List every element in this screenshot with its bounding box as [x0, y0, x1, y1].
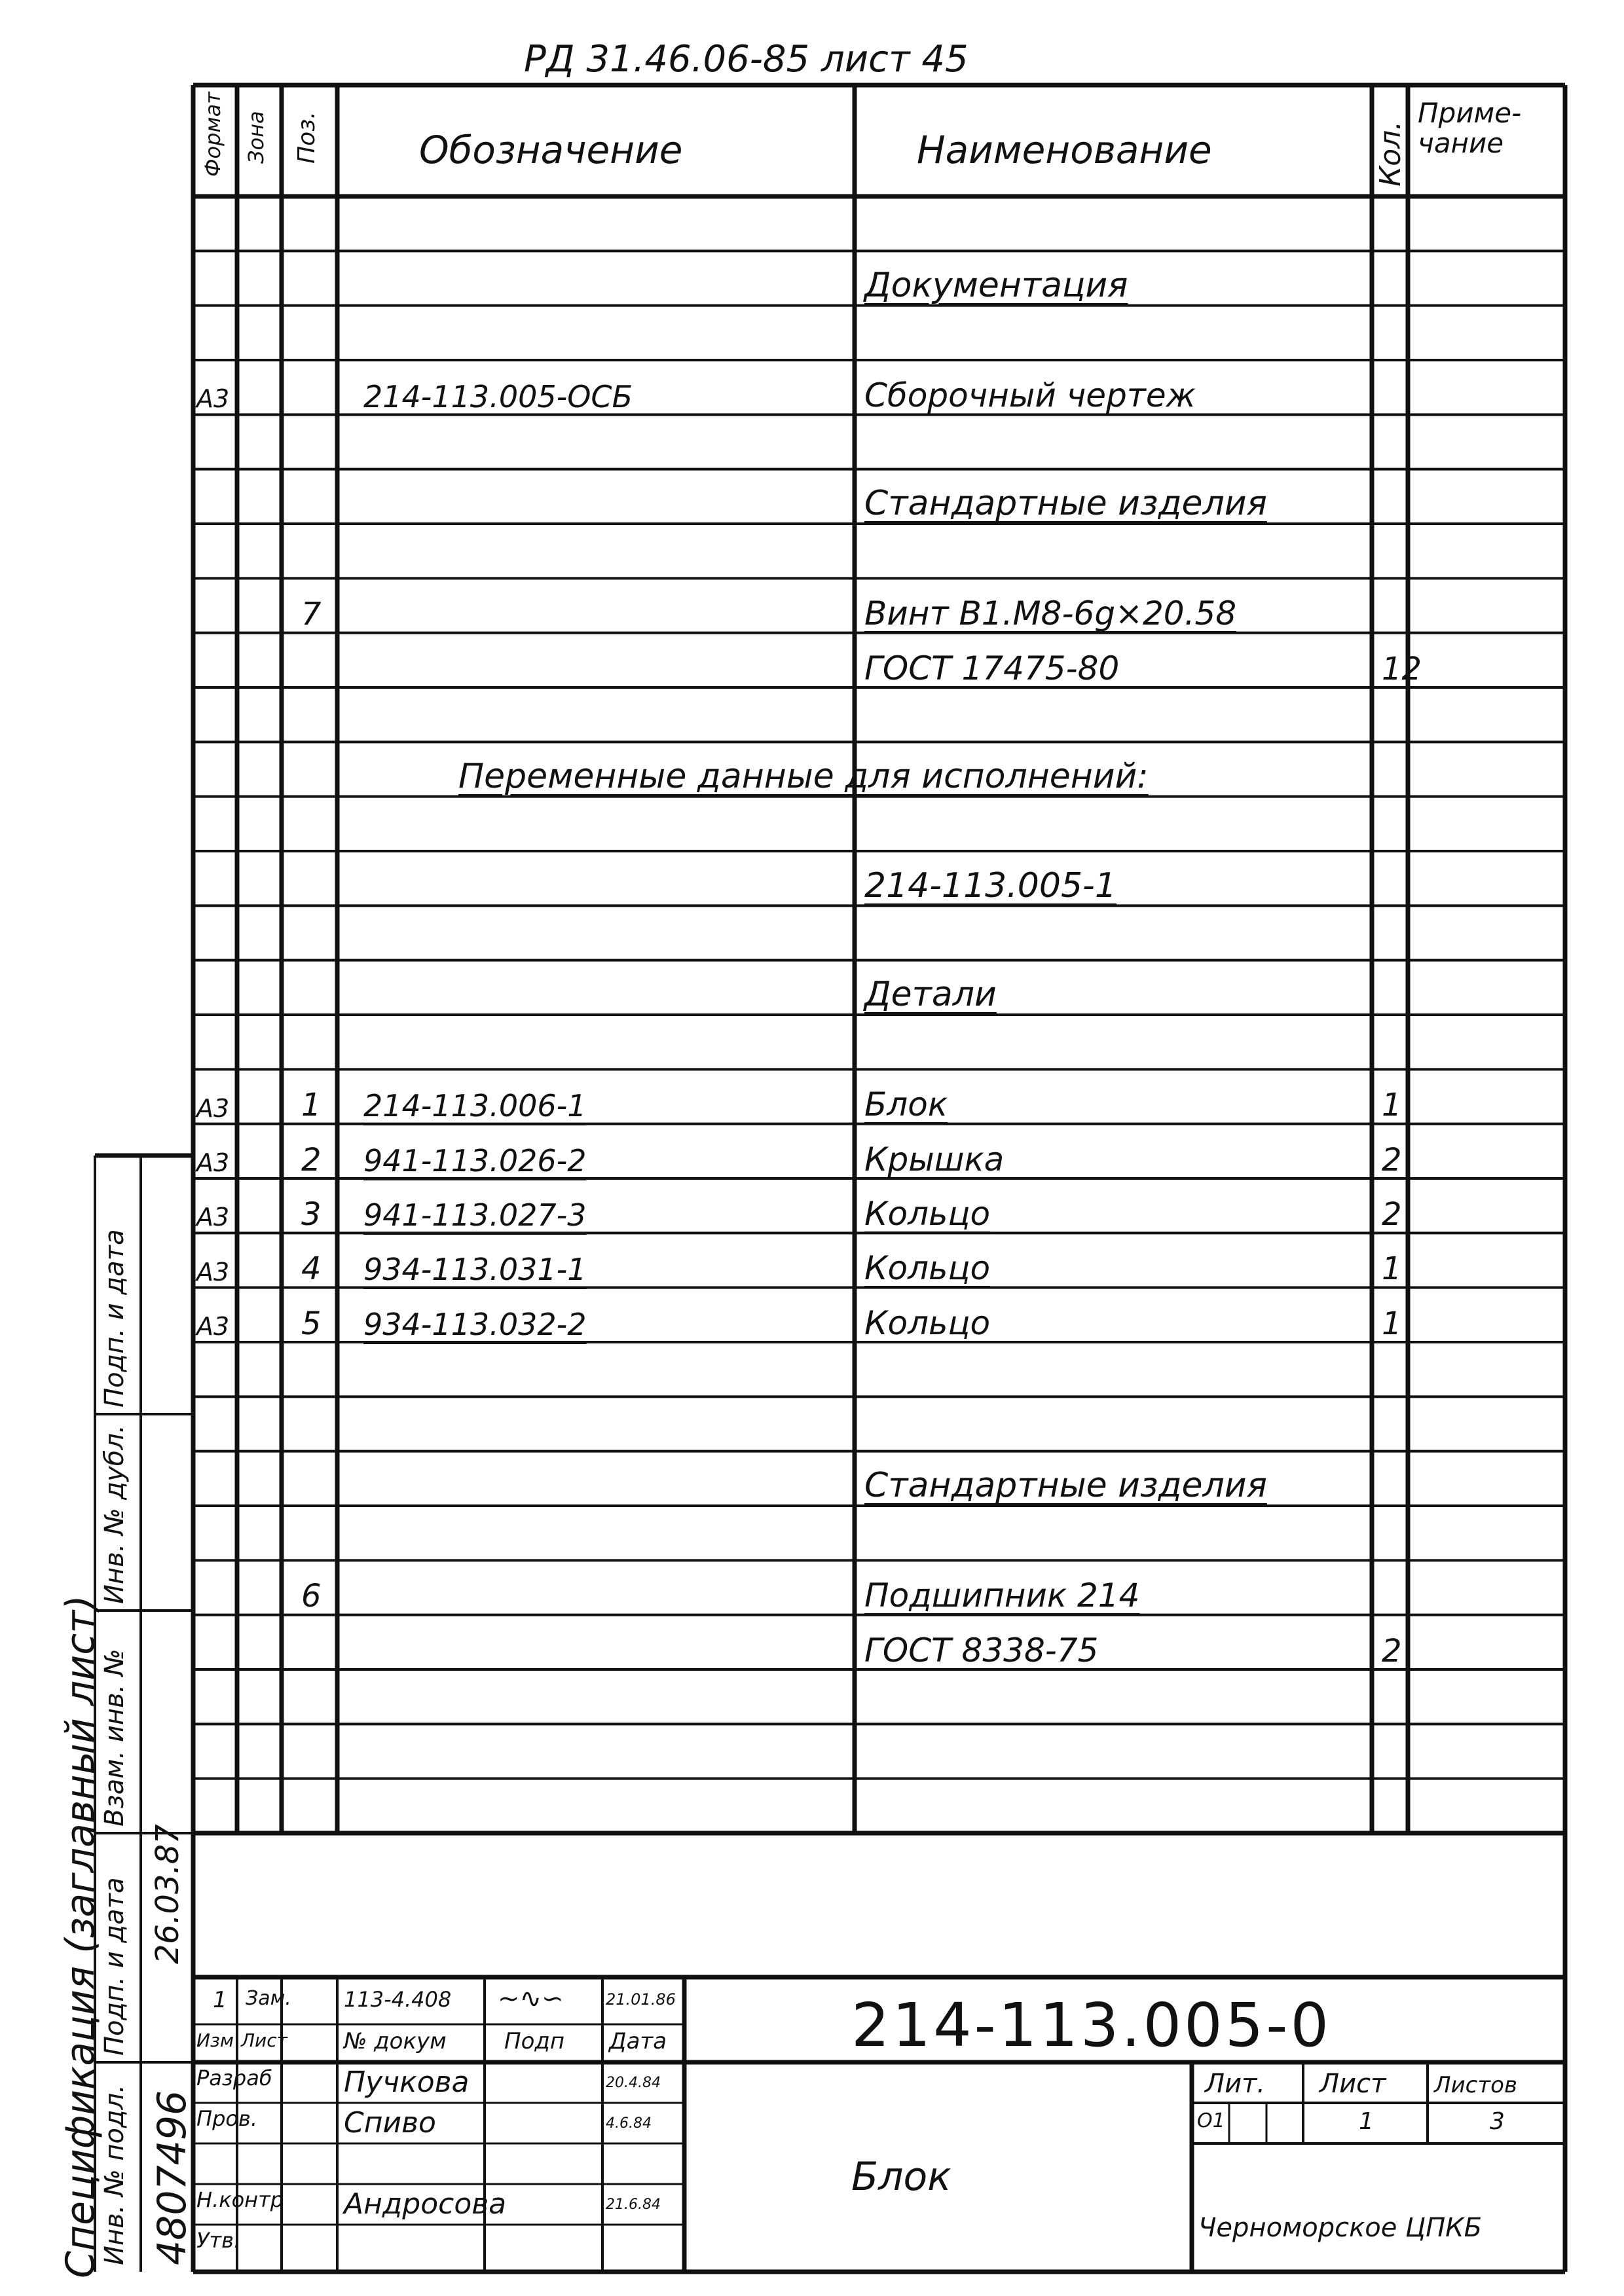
tb-role-label: Пров.	[196, 2106, 257, 2131]
row-name: Стандартные изделия	[864, 484, 1267, 524]
tb-label-podp: Подп	[504, 2028, 565, 2054]
side-label: Инв. № дубл.	[100, 1425, 130, 1604]
row-position: 2	[301, 1141, 322, 1178]
row-position: 5	[301, 1305, 322, 1342]
tb-organization: Черноморское ЦПКБ	[1198, 2213, 1483, 2243]
tb-role-name: Андросова	[344, 2187, 507, 2221]
row-format: А3	[196, 1093, 230, 1123]
row-name: Кольцо	[864, 1303, 991, 1342]
side-date-value: 26.03.87	[149, 1824, 186, 1964]
tb-sheets-value: 3	[1490, 2108, 1505, 2135]
tb-product-name: Блок	[851, 2154, 951, 2200]
side-label: Взам. инв. №	[100, 1649, 130, 1827]
row-name: Подшипник 214	[864, 1576, 1140, 1615]
tb-change-type: Зам.	[246, 1987, 291, 2010]
col-header-name: Наименование	[917, 128, 1212, 172]
row-name: ГОСТ 17475-80	[864, 649, 1120, 687]
tb-role-label: Разраб	[196, 2066, 272, 2090]
tb-sheets-label: Листов	[1434, 2072, 1518, 2098]
row-qty: 2	[1382, 1141, 1402, 1178]
row-format: А3	[196, 1312, 230, 1341]
col-header-zone: Зона	[244, 111, 268, 164]
side-label: Подп. и дата	[100, 1877, 130, 2056]
row-format: А3	[196, 1257, 230, 1286]
tb-label-list: Лист	[241, 2030, 287, 2051]
row-qty: 2	[1382, 1195, 1402, 1233]
row-designation: 214-113.005-ОСБ	[363, 379, 633, 415]
tb-doc-number: 214-113.005-0	[851, 1990, 1331, 2060]
row-format: А3	[196, 1203, 230, 1232]
side-inv-value: 4807496	[149, 2090, 195, 2265]
side-label: Подп. и дата	[100, 1229, 130, 1408]
row-name: Стандартные изделия	[864, 1466, 1267, 1506]
tb-change-date: 21.01.86	[606, 1990, 676, 2009]
row-name: Документация	[864, 266, 1128, 306]
side-label: Инв. № подл.	[100, 2085, 130, 2265]
tb-label-izm: Изм	[196, 2030, 234, 2051]
row-designation: 934-113.031-1	[363, 1252, 587, 1288]
row-name: 214-113.005-1	[864, 866, 1116, 905]
tb-role-date: 21.6.84	[606, 2196, 661, 2213]
row-name: ГОСТ 8338-75	[864, 1631, 1099, 1669]
row-name: Блок	[864, 1085, 948, 1124]
row-position: 3	[301, 1195, 322, 1233]
row-qty: 12	[1382, 650, 1422, 687]
col-header-format: Формат	[200, 92, 225, 177]
tb-lit-label: Лит.	[1205, 2069, 1266, 2099]
row-name: Крышка	[864, 1140, 1005, 1178]
tb-lit-value: О1	[1197, 2109, 1225, 2132]
tb-change-num: 1	[213, 1987, 227, 2013]
row-position: 6	[301, 1578, 322, 1615]
tb-role-label: Н.контр	[196, 2187, 284, 2212]
tb-role-date: 4.6.84	[606, 2115, 652, 2132]
tb-label-ndoc: № докум	[344, 2028, 447, 2054]
tb-change-doc: 113-4.408	[344, 1987, 452, 2012]
tb-change-signature: ∼∿∽	[498, 1984, 564, 2014]
row-qty: 1	[1382, 1250, 1402, 1288]
row-format: А3	[196, 384, 230, 414]
row-qty: 1	[1382, 1305, 1402, 1342]
row-designation: 941-113.026-2	[363, 1142, 587, 1178]
tb-label-date: Дата	[609, 2028, 667, 2054]
document-header: РД 31.46.06-85 лист 45	[524, 38, 969, 81]
tb-role-date: 20.4.84	[606, 2075, 661, 2091]
row-name: Кольцо	[864, 1249, 991, 1288]
row-name: Кольцо	[864, 1194, 991, 1233]
col-header-pos: Поз.	[293, 111, 320, 164]
row-name: Винт В1.М8-6g×20.58	[864, 594, 1237, 633]
row-qty: 2	[1382, 1632, 1402, 1669]
row-designation: 941-113.027-3	[363, 1197, 587, 1233]
tb-role-name: Спиво	[344, 2106, 436, 2140]
row-name: Сборочный чертеж	[864, 376, 1196, 414]
row-format: А3	[196, 1148, 230, 1178]
row-name: Детали	[864, 975, 997, 1015]
row-position: 7	[301, 596, 322, 633]
tb-role-label: Утв.	[196, 2228, 241, 2253]
tb-sheet-label: Лист	[1320, 2069, 1386, 2099]
row-qty: 1	[1382, 1087, 1402, 1124]
row-designation: 934-113.032-2	[363, 1306, 587, 1342]
side-caption: Спецификация (заглавный лист)	[58, 1595, 103, 2278]
row-designation: 214-113.006-1	[363, 1088, 587, 1124]
tb-role-name: Пучкова	[344, 2066, 470, 2099]
col-header-note: Приме- чание	[1418, 97, 1522, 159]
col-header-designation: Обозначение	[419, 128, 683, 172]
row-name: Переменные данные для исполнений:	[458, 757, 1149, 797]
tb-sheet-value: 1	[1359, 2108, 1374, 2135]
col-header-qty: Кол.	[1374, 120, 1407, 187]
row-position: 1	[301, 1087, 322, 1124]
row-position: 4	[301, 1250, 322, 1288]
